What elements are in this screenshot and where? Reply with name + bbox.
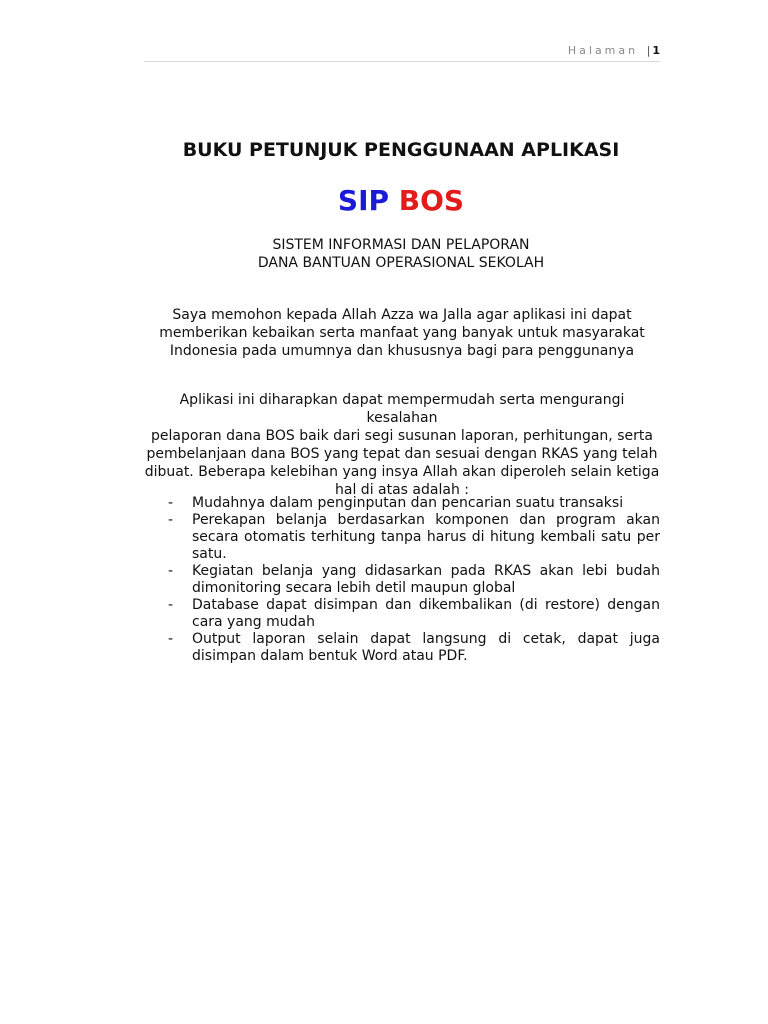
intro-line: hal di atas adalah :	[335, 482, 469, 498]
list-item	[168, 563, 660, 597]
intro-line: pelaporan dana BOS baik dari segi susunan laporan, perhitungan, serta	[151, 428, 653, 444]
list-item-text: Database dapat disimpan dan dikembalikan (di restore) dengan cara yang mudah	[192, 597, 660, 630]
intro-line: dibuat. Beberapa kelebihan yang insya Allah akan diperoleh selain ketiga	[144, 464, 660, 480]
list-item	[168, 512, 660, 563]
list-item	[168, 631, 660, 665]
intro-line: Aplikasi ini diharapkan dapat mempermudah serta mengurangi kesalahan	[179, 392, 625, 426]
advantages-list	[168, 495, 660, 665]
app-name	[0, 184, 768, 217]
header-separator: |	[646, 44, 651, 57]
page-number: 1	[652, 44, 660, 57]
bullet-dash: -	[168, 512, 174, 528]
header-rule	[144, 61, 660, 62]
prayer-line: memberikan kebaikan serta manfaat yang banyak untuk masyarakat	[159, 325, 645, 341]
prayer-line: Indonesia pada umumnya dan khususnya bagi para penggunanya	[169, 343, 635, 359]
app-name-part1: SIP	[337, 184, 390, 217]
bullet-dash: -	[168, 631, 174, 647]
prayer-paragraph	[144, 306, 660, 360]
list-item-text: Mudahnya dalam penginputan dan pencarian suatu transaksi	[192, 495, 624, 511]
bullet-dash: -	[168, 563, 174, 579]
prayer-line: Saya memohon kepada Allah Azza wa Jalla agar aplikasi ini dapat	[172, 307, 632, 323]
bullet-dash: -	[168, 495, 174, 511]
list-item	[168, 597, 660, 631]
header-label: Halaman	[567, 44, 639, 57]
intro-line: pembelanjaan dana BOS yang tepat dan sesuai dengan RKAS yang telah	[146, 446, 658, 462]
list-item-text: Perekapan belanja berdasarkan komponen dan program akan secara otomatis terhitung tanpa harus di hitung kembali satu per satu.	[192, 512, 660, 562]
subtitle	[0, 236, 768, 272]
intro-paragraph	[144, 391, 660, 499]
list-item-text: Output laporan selain dapat langsung di cetak, dapat juga disimpan dalam bentuk Word atau PDF.	[192, 631, 660, 664]
page-header	[144, 44, 660, 61]
bullet-dash: -	[168, 597, 174, 613]
subtitle-line1: SISTEM INFORMASI DAN PELAPORAN	[272, 237, 530, 253]
list-item-text: Kegiatan belanja yang didasarkan pada RKAS akan lebi budah dimonitoring secara lebih detil maupun global	[192, 563, 660, 596]
app-name-part2: BOS	[398, 184, 465, 217]
subtitle-line2: DANA BANTUAN OPERASIONAL SEKOLAH	[257, 255, 545, 271]
list-item	[168, 495, 660, 512]
document-title: BUKU PETUNJUK PENGGUNAAN APLIKASI	[182, 139, 620, 161]
